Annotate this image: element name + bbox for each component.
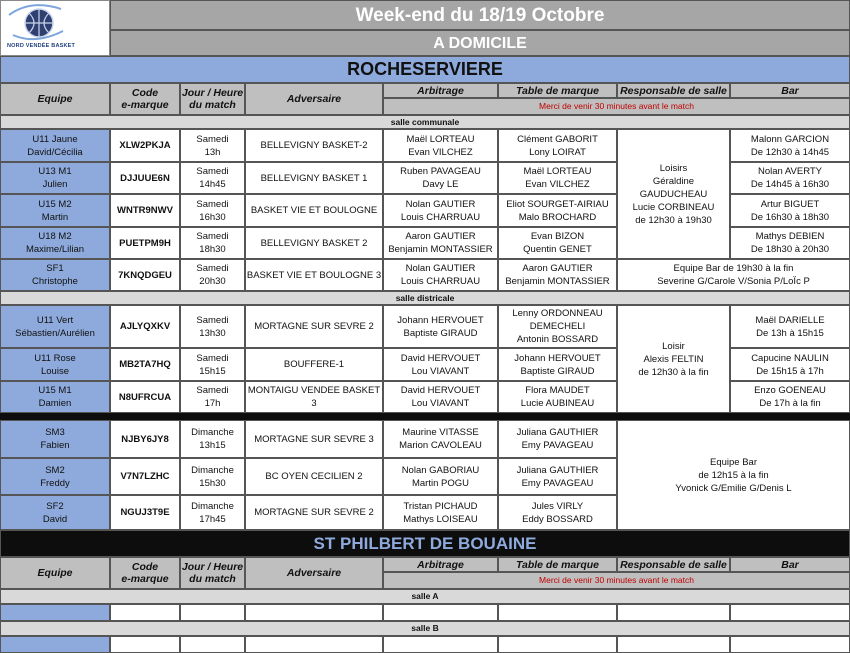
- cell-opp: BOUFFERE-1: [245, 348, 383, 381]
- cell-table: Eliot SOURGET-AIRIAU Malo BROCHARD: [498, 194, 617, 227]
- cell-table: Flora MAUDET Lucie AUBINEAU: [498, 381, 617, 413]
- basketball-logo-icon: [1, 1, 111, 45]
- cell-team: U15 M2 Martin: [0, 194, 110, 227]
- cell-opp: MONTAIGU VENDEE BASKET 3: [245, 381, 383, 413]
- cell-day: Samedi 17h: [180, 381, 245, 413]
- empty-cell: [617, 636, 730, 653]
- arrival-note: Merci de venir 30 minutes avant le match: [383, 572, 850, 589]
- cell-day: Dimanche 17h45: [180, 495, 245, 530]
- cell-table: Maël LORTEAU Evan VILCHEZ: [498, 162, 617, 194]
- cell-code: PUETPM9H: [110, 227, 180, 259]
- empty-cell: [0, 636, 110, 653]
- column-header-table: Table de marque: [498, 557, 617, 572]
- cell-code: NJBY6JY8: [110, 420, 180, 458]
- cell-team: SM2 Freddy: [0, 458, 110, 495]
- venue-banner: ROCHESERVIERE: [0, 56, 850, 83]
- empty-cell: [180, 604, 245, 621]
- salle-label: salle B: [0, 621, 850, 636]
- cell-ref: Aaron GAUTIER Benjamin MONTASSIER: [383, 227, 498, 259]
- cell-day: Samedi 18h30: [180, 227, 245, 259]
- cell-code: WNTR9NWV: [110, 194, 180, 227]
- cell-team: U15 M1 Damien: [0, 381, 110, 413]
- cell-day: Samedi 14h45: [180, 162, 245, 194]
- empty-cell: [730, 604, 850, 621]
- bar-sf1: Equipe Bar de 19h30 à la fin Severine G/Carole V/Sonia P/LoÏc P: [617, 259, 850, 291]
- cell-opp: BELLEVIGNY BASKET 1: [245, 162, 383, 194]
- column-header-jour: Jour / Heure du match: [180, 557, 245, 589]
- cell-ref: Johann HERVOUET Baptiste GIRAUD: [383, 305, 498, 348]
- cell-ref: Nolan GABORIAU Martin POGU: [383, 458, 498, 495]
- cell-table: Lenny ORDONNEAU DEMECHELI Antonin BOSSARD: [498, 305, 617, 348]
- cell-table: Juliana GAUTHIER Emy PAVAGEAU: [498, 420, 617, 458]
- cell-ref: David HERVOUET Lou VIAVANT: [383, 348, 498, 381]
- column-header-bar: Bar: [730, 83, 850, 98]
- cell-opp: BASKET VIE ET BOULOGNE: [245, 194, 383, 227]
- column-header-bar: Bar: [730, 557, 850, 572]
- cell-day: Samedi 13h30: [180, 305, 245, 348]
- salle-label: salle A: [0, 589, 850, 604]
- empty-cell: [498, 604, 617, 621]
- cell-bar: Mathys DEBIEN De 18h30 à 20h30: [730, 227, 850, 259]
- column-header-responsable: Responsable de salle: [617, 557, 730, 572]
- column-header-responsable: Responsable de salle: [617, 83, 730, 98]
- salle-label: salle districale: [0, 291, 850, 305]
- empty-cell: [110, 636, 180, 653]
- column-header-code: Code e-marque: [110, 83, 180, 115]
- empty-cell: [498, 636, 617, 653]
- empty-cell: [383, 604, 498, 621]
- cell-table: Johann HERVOUET Baptiste GIRAUD: [498, 348, 617, 381]
- page-subtitle: A DOMICILE: [110, 30, 850, 56]
- cell-opp: BASKET VIE ET BOULOGNE 3: [245, 259, 383, 291]
- empty-cell: [245, 636, 383, 653]
- column-header-equipe: Equipe: [0, 83, 110, 115]
- cell-opp: MORTAGNE SUR SEVRE 2: [245, 495, 383, 530]
- cell-opp: MORTAGNE SUR SEVRE 2: [245, 305, 383, 348]
- column-header-jour: Jour / Heure du match: [180, 83, 245, 115]
- cell-opp: MORTAGNE SUR SEVRE 3: [245, 420, 383, 458]
- cell-table: Juliana GAUTHIER Emy PAVAGEAU: [498, 458, 617, 495]
- empty-cell: [180, 636, 245, 653]
- cell-ref: Ruben PAVAGEAU Davy LE: [383, 162, 498, 194]
- cell-table: Aaron GAUTIER Benjamin MONTASSIER: [498, 259, 617, 291]
- cell-ref: Maurine VITASSE Marion CAVOLEAU: [383, 420, 498, 458]
- cell-day: Samedi 16h30: [180, 194, 245, 227]
- cell-ref: Tristan PICHAUD Mathys LOISEAU: [383, 495, 498, 530]
- cell-bar: Enzo GOENEAU De 17h à la fin: [730, 381, 850, 413]
- cell-day: Dimanche 15h30: [180, 458, 245, 495]
- salle-label: salle communale: [0, 115, 850, 129]
- cell-table: Clément GABORIT Lony LOIRAT: [498, 129, 617, 162]
- cell-team: U18 M2 Maxime/Lilian: [0, 227, 110, 259]
- cell-code: NGUJ3T9E: [110, 495, 180, 530]
- cell-table: Jules VIRLY Eddy BOSSARD: [498, 495, 617, 530]
- cell-team: SF2 David: [0, 495, 110, 530]
- cell-ref: Nolan GAUTIER Louis CHARRUAU: [383, 194, 498, 227]
- cell-bar: Artur BIGUET De 16h30 à 18h30: [730, 194, 850, 227]
- cell-code: XLW2PKJA: [110, 129, 180, 162]
- empty-cell: [245, 604, 383, 621]
- cell-ref: David HERVOUET Lou VIAVANT: [383, 381, 498, 413]
- cell-day: Samedi 13h: [180, 129, 245, 162]
- cell-table: Evan BIZON Quentin GENET: [498, 227, 617, 259]
- empty-cell: [383, 636, 498, 653]
- cell-team: U11 Jaune David/Cécilia: [0, 129, 110, 162]
- column-header-adversaire: Adversaire: [245, 83, 383, 115]
- cell-code: V7N7LZHC: [110, 458, 180, 495]
- cell-code: MB2TA7HQ: [110, 348, 180, 381]
- cell-team: SM3 Fabien: [0, 420, 110, 458]
- cell-code: AJLYQXKV: [110, 305, 180, 348]
- cell-opp: BELLEVIGNY BASKET 2: [245, 227, 383, 259]
- responsable-salle-communale: Loisirs Géraldine GAUDUCHEAU Lucie CORBINEAU de 12h30 à 19h30: [617, 129, 730, 259]
- cell-opp: BELLEVIGNY BASKET-2: [245, 129, 383, 162]
- cell-code: DJJUUE6N: [110, 162, 180, 194]
- logo-text: NORD VENDÉE BASKET: [7, 43, 76, 49]
- sunday-bar: Equipe Bar de 12h15 à la fin Yvonick G/Emilie G/Denis L: [617, 420, 850, 530]
- column-header-adversaire: Adversaire: [245, 557, 383, 589]
- cell-code: N8UFRCUA: [110, 381, 180, 413]
- cell-bar: Nolan AVERTY De 14h45 à 16h30: [730, 162, 850, 194]
- cell-team: U13 M1 Julien: [0, 162, 110, 194]
- cell-team: SF1 Christophe: [0, 259, 110, 291]
- cell-ref: Maël LORTEAU Evan VILCHEZ: [383, 129, 498, 162]
- column-header-arbitrage: Arbitrage: [383, 557, 498, 572]
- responsable-salle-districale: Loisir Alexis FELTIN de 12h30 à la fin: [617, 305, 730, 413]
- cell-code: 7KNQDGEU: [110, 259, 180, 291]
- venue-banner-2: ST PHILBERT DE BOUAINE: [0, 530, 850, 557]
- cell-day: Dimanche 13h15: [180, 420, 245, 458]
- cell-bar: Malonn GARCION De 12h30 à 14h45: [730, 129, 850, 162]
- empty-cell: [0, 604, 110, 621]
- cell-ref: Nolan GAUTIER Louis CHARRUAU: [383, 259, 498, 291]
- cell-bar: Maël DARIELLE De 13h à 15h15: [730, 305, 850, 348]
- logo: [0, 0, 110, 56]
- column-header-code: Code e-marque: [110, 557, 180, 589]
- cell-opp: BC OYEN CECILIEN 2: [245, 458, 383, 495]
- cell-team: U11 Vert Sébastien/Aurélien: [0, 305, 110, 348]
- column-header-arbitrage: Arbitrage: [383, 83, 498, 98]
- cell-day: Samedi 15h15: [180, 348, 245, 381]
- cell-bar: Capucine NAULIN De 15h15 à 17h: [730, 348, 850, 381]
- cell-team: U11 Rose Louise: [0, 348, 110, 381]
- column-header-equipe: Equipe: [0, 557, 110, 589]
- arrival-note: Merci de venir 30 minutes avant le match: [383, 98, 850, 115]
- cell-day: Samedi 20h30: [180, 259, 245, 291]
- separator: [0, 413, 850, 420]
- column-header-table: Table de marque: [498, 83, 617, 98]
- page-title: Week-end du 18/19 Octobre: [110, 0, 850, 30]
- empty-cell: [730, 636, 850, 653]
- empty-cell: [617, 604, 730, 621]
- empty-cell: [110, 604, 180, 621]
